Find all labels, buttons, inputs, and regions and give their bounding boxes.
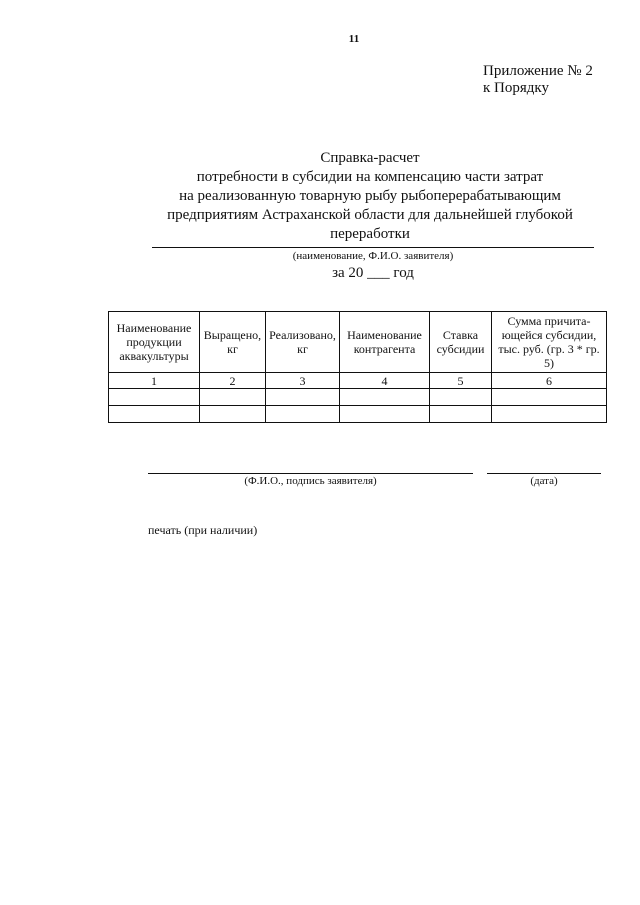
column-header-rate: Ставка субсидии	[430, 312, 492, 373]
table-cell[interactable]	[266, 389, 340, 406]
title-line-2: потребности в субсидии на компенсацию части затрат	[196, 169, 544, 185]
table-cell[interactable]	[340, 406, 430, 423]
table-cell[interactable]	[200, 389, 266, 406]
column-number: 1	[109, 373, 200, 389]
column-header-subsidy-sum: Сумма причита-ющейся субсидии, тыс. руб. (гр. 3 * гр. 5)	[492, 312, 607, 373]
column-header-counterparty: Наименование контрагента	[340, 312, 430, 373]
table-header-row	[109, 312, 607, 373]
appendix-reference	[483, 63, 593, 97]
title-line-4: предприятиям Астраханской области для дальнейшей глубокой	[167, 207, 573, 223]
signature-caption: (Ф.И.О., подпись заявителя)	[244, 475, 377, 487]
appendix-line-2: к Порядку	[483, 80, 549, 96]
table-cell[interactable]	[492, 406, 607, 423]
table-cell[interactable]	[200, 406, 266, 423]
subsidy-calculation-table	[108, 311, 607, 423]
applicant-name-caption: (наименование, Ф.И.О. заявителя)	[292, 250, 454, 262]
seal-note: печать (при наличии)	[148, 523, 258, 537]
page-number: 11	[348, 33, 360, 45]
column-number: 2	[200, 373, 266, 389]
table-cell[interactable]	[266, 406, 340, 423]
table-cell[interactable]	[340, 389, 430, 406]
table-row	[109, 406, 607, 423]
table-cell[interactable]	[430, 389, 492, 406]
date-caption: (дата)	[530, 475, 558, 487]
title-line-5: переработки	[330, 226, 410, 242]
column-number: 5	[430, 373, 492, 389]
applicant-name-field-line[interactable]	[152, 247, 594, 248]
column-header-product: Наименование продукции аквакультуры	[109, 312, 200, 373]
year-line: за 20 ___ год	[332, 265, 414, 281]
appendix-line-1: Приложение № 2	[483, 63, 593, 79]
column-number: 4	[340, 373, 430, 389]
column-number-row	[109, 373, 607, 389]
table-cell[interactable]	[430, 406, 492, 423]
column-header-sold: Реализовано, кг	[266, 312, 340, 373]
document-title	[130, 149, 610, 244]
column-header-grown: Выращено, кг	[200, 312, 266, 373]
column-number: 3	[266, 373, 340, 389]
title-line-1: Справка-расчет	[320, 150, 420, 166]
table-cell[interactable]	[109, 389, 200, 406]
table-cell[interactable]	[492, 389, 607, 406]
table-row	[109, 389, 607, 406]
title-line-3: на реализованную товарную рыбу рыбоперерабатывающим	[179, 188, 561, 204]
date-field-line[interactable]	[487, 473, 601, 474]
column-number: 6	[492, 373, 607, 389]
signature-field-line[interactable]	[148, 473, 473, 474]
table-cell[interactable]	[109, 406, 200, 423]
